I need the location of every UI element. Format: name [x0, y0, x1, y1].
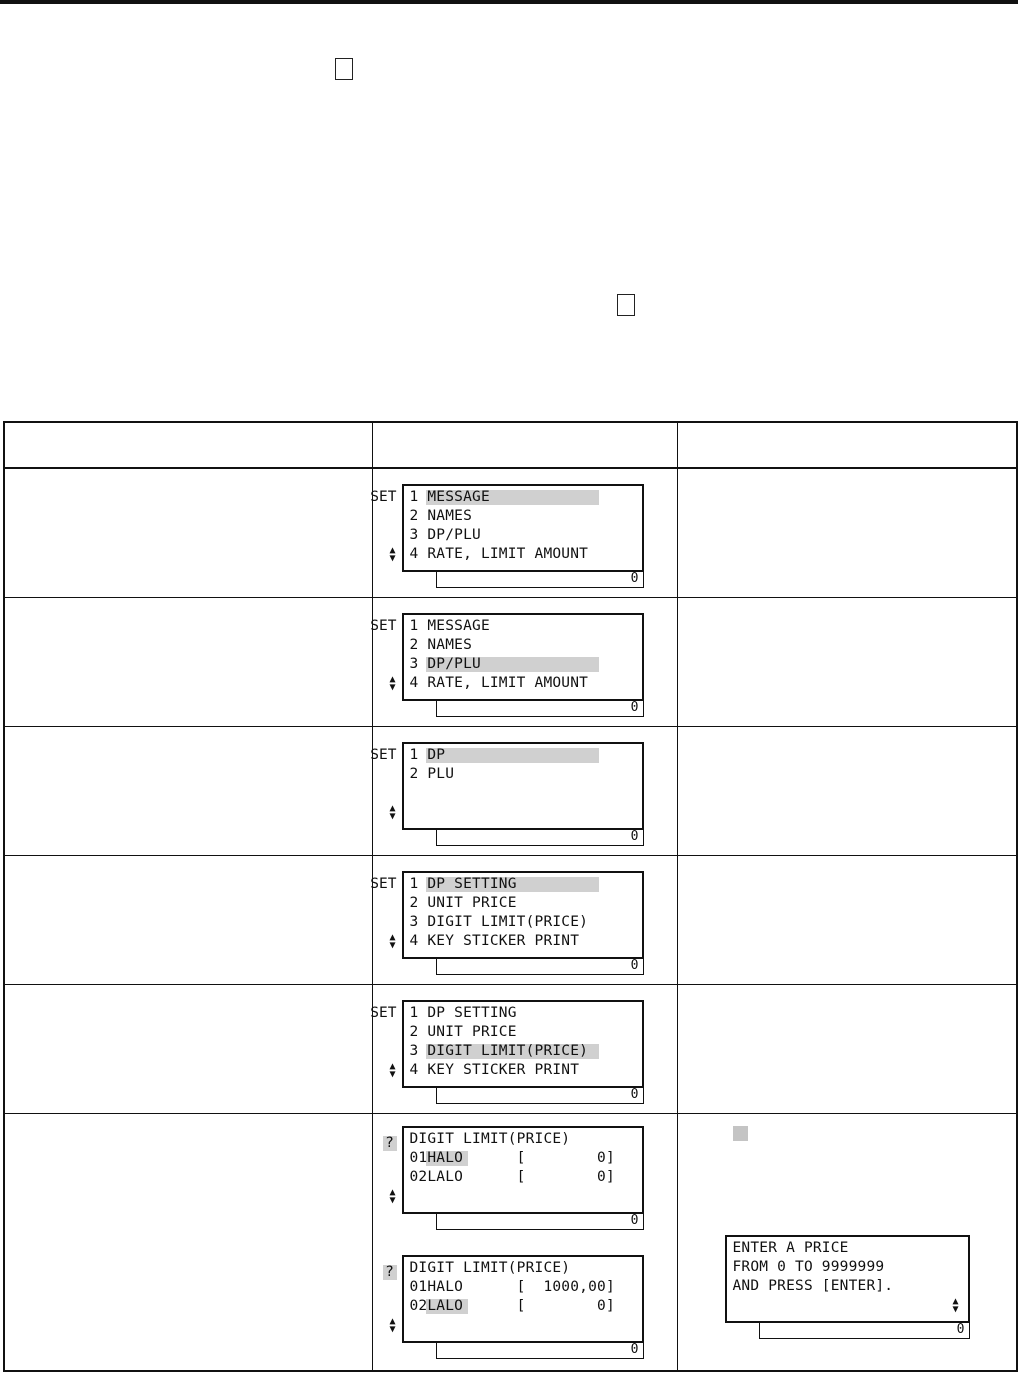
lcd-line: 01HALO [ 1000,00]: [409, 1279, 615, 1295]
lcd-line: 4 RATE, LIMIT AMOUNT: [409, 546, 589, 562]
set-label: SET: [370, 747, 397, 763]
step-row: [4, 985, 1017, 1114]
scroll-arrows-icon: ▲ ▼: [389, 545, 396, 564]
lcd-line: 2 UNIT PRICE: [409, 895, 517, 911]
lcd-line: AND PRESS [ENTER].: [732, 1278, 894, 1294]
lcd-line: 4 KEY STICKER PRINT: [409, 933, 580, 949]
lcd-line: 1 DP: [409, 747, 446, 763]
lcd-line: 1 DP SETTING: [409, 1005, 517, 1021]
scroll-arrows-icon: ▲ ▼: [389, 1187, 396, 1206]
step-row: [4, 727, 1017, 856]
step-row: [4, 598, 1017, 727]
scroll-arrows-icon: ▲ ▼: [389, 1061, 396, 1080]
scroll-arrows-icon: ▲ ▼: [389, 803, 396, 822]
lcd-line: 01HALO [ 0]: [409, 1150, 615, 1166]
lcd-footer: 0: [436, 700, 644, 717]
lcd-line: 2 NAMES: [409, 508, 473, 524]
scroll-arrows-icon: ▲ ▼: [952, 1296, 959, 1315]
lcd-line: ENTER A PRICE: [732, 1240, 849, 1256]
lcd-line: 02LALO [ 0]: [409, 1298, 615, 1314]
lcd-line: 1 MESSAGE: [409, 489, 490, 505]
scroll-arrows-icon: ▲ ▼: [389, 932, 396, 951]
lcd-line: DIGIT LIMIT(PRICE): [409, 1260, 571, 1276]
lcd-footer: 0: [759, 1322, 970, 1339]
lcd-line: 2 PLU: [409, 766, 455, 782]
header-procedure: [4, 422, 372, 468]
top-rule: [0, 0, 1018, 4]
lcd-footer: 0: [436, 571, 644, 588]
key-symbol-box: [617, 294, 635, 316]
lcd-line: 02LALO [ 0]: [409, 1169, 615, 1185]
lcd-line: 2 NAMES: [409, 637, 473, 653]
lcd-footer: 0: [436, 829, 644, 846]
lcd-line: 1 DP SETTING: [409, 876, 517, 892]
step-row: [4, 856, 1017, 985]
set-label: SET: [370, 1005, 397, 1021]
lcd-line: 3 DIGIT LIMIT(PRICE): [409, 1043, 589, 1059]
header-notes: [677, 422, 1017, 468]
scroll-arrows-icon: ▲ ▼: [389, 674, 396, 693]
scroll-arrows-icon: ▲ ▼: [389, 1316, 396, 1335]
header-row: [4, 422, 1017, 468]
lcd-footer: 0: [436, 1342, 644, 1359]
set-label: SET: [370, 618, 397, 634]
query-indicator: ?: [383, 1136, 397, 1151]
lcd-line: 4 KEY STICKER PRINT: [409, 1062, 580, 1078]
header-display: [372, 422, 677, 468]
lcd-line: 3 DP/PLU: [409, 527, 481, 543]
step-row: [4, 468, 1017, 598]
lcd-line: 4 RATE, LIMIT AMOUNT: [409, 675, 589, 691]
key-symbol-box: [335, 58, 353, 80]
lcd-line: 1 MESSAGE: [409, 618, 490, 634]
lcd-line: 3 DIGIT LIMIT(PRICE): [409, 914, 589, 930]
lcd-footer: 0: [436, 1087, 644, 1104]
lcd-line: 3 DP/PLU: [409, 656, 481, 672]
query-indicator: ?: [383, 1265, 397, 1280]
set-label: SET: [370, 876, 397, 892]
lcd-line: 2 UNIT PRICE: [409, 1024, 517, 1040]
lcd-footer: 0: [436, 1213, 644, 1230]
set-label: SET: [370, 489, 397, 505]
lcd-footer: 0: [436, 958, 644, 975]
procedure-table: [3, 421, 1018, 1372]
highlight-swatch: [733, 1126, 748, 1141]
lcd-line: DIGIT LIMIT(PRICE): [409, 1131, 571, 1147]
step-row: [4, 1114, 1017, 1372]
lcd-line: FROM 0 TO 9999999: [732, 1259, 885, 1275]
